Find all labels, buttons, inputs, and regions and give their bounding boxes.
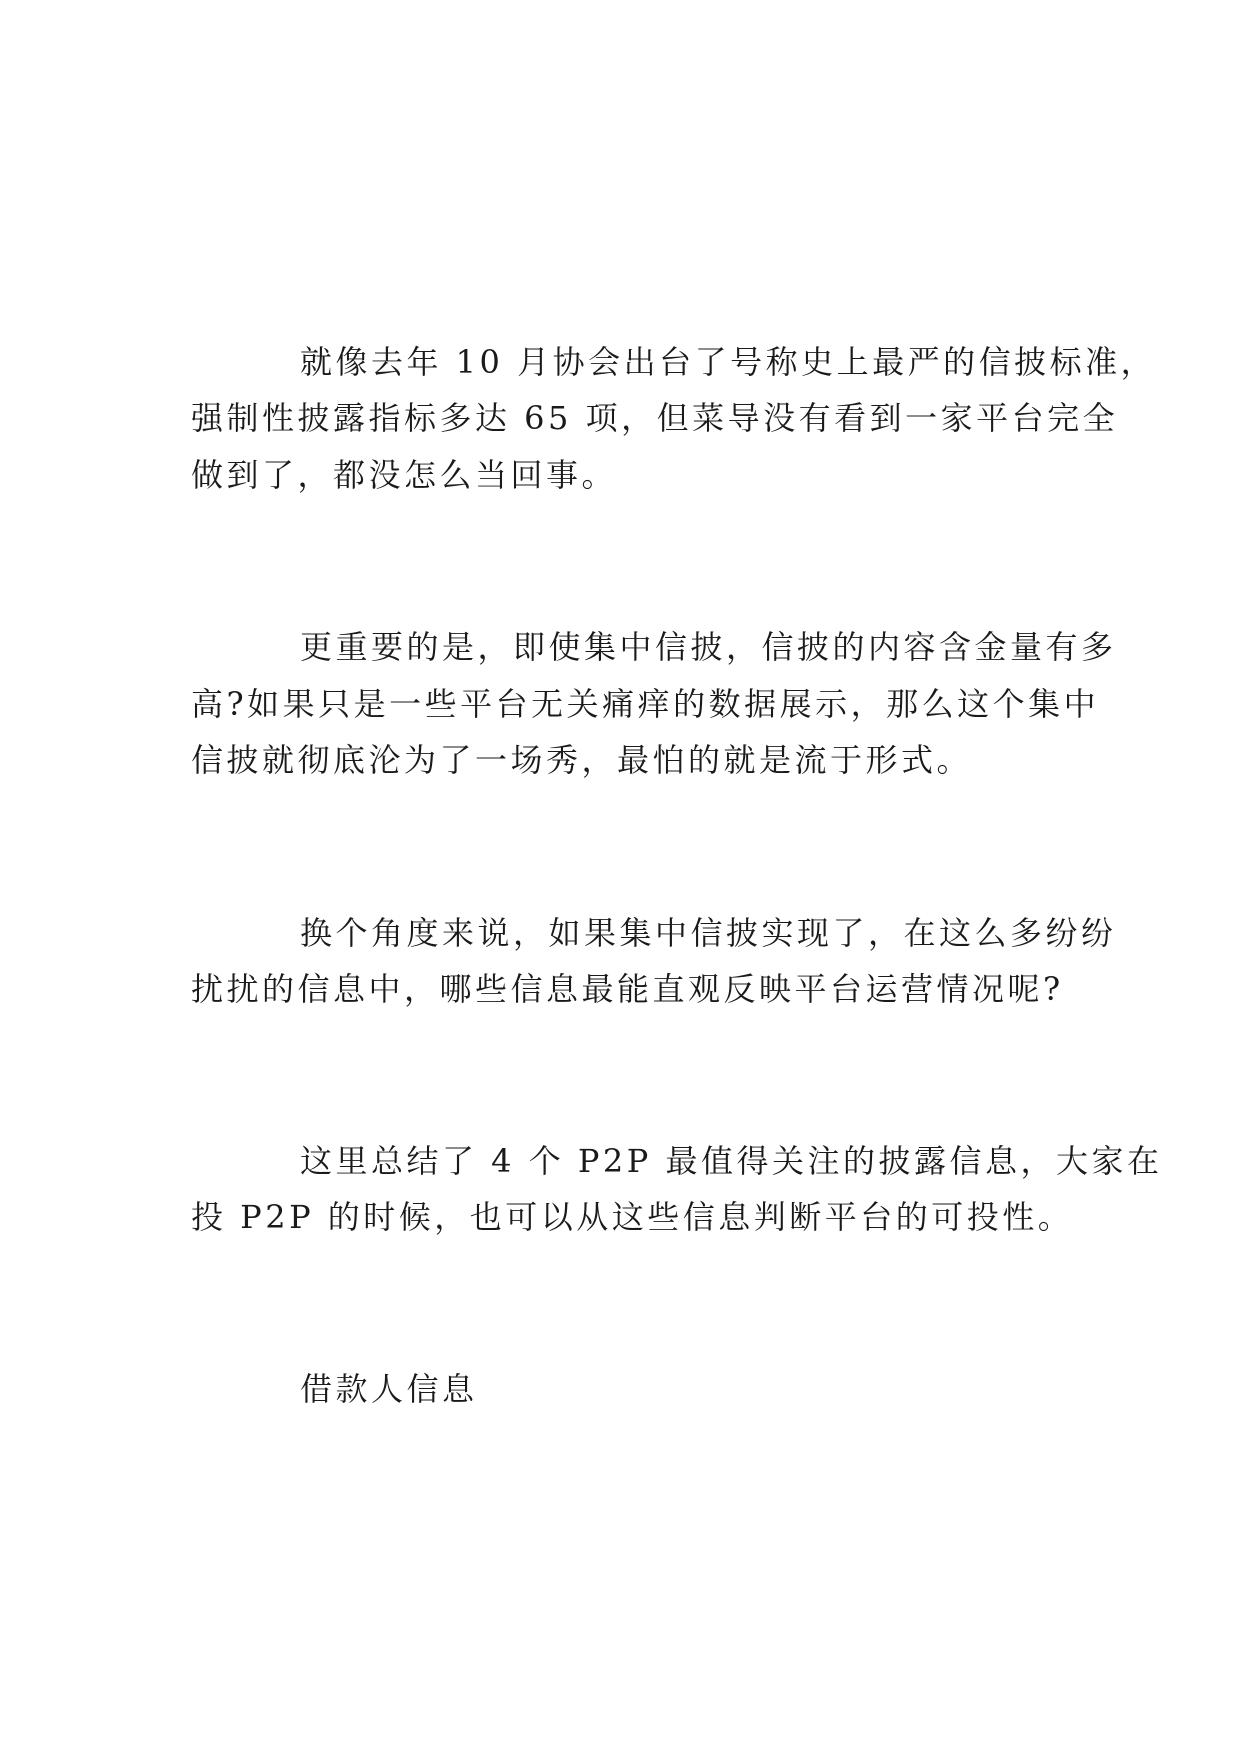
section-heading: 借款人信息 xyxy=(300,1370,478,1408)
paragraph-1-line-1: 就像去年 10 月协会出台了号称史上最严的信披标准， xyxy=(300,343,1157,381)
paragraph-3-line-2: 扰扰的信息中，哪些信息最能直观反映平台运营情况呢? xyxy=(191,970,1064,1008)
paragraph-2-line-2: 高?如果只是一些平台无关痛痒的数据展示，那么这个集中 xyxy=(191,685,1100,723)
paragraph-1-line-2: 强制性披露指标多达 65 项，但菜导没有看到一家平台完全 xyxy=(191,399,1119,437)
paragraph-4-line-1: 这里总结了 4 个 P2P 最值得关注的披露信息，大家在 xyxy=(300,1142,1163,1180)
paragraph-2-line-1: 更重要的是，即使集中信披，信披的内容含金量有多 xyxy=(300,628,1117,666)
paragraph-2-line-3: 信披就彻底沦为了一场秀，最怕的就是流于形式。 xyxy=(191,741,973,779)
paragraph-1-line-3: 做到了，都没怎么当回事。 xyxy=(191,456,618,494)
paragraph-3-line-1: 换个角度来说，如果集中信披实现了，在这么多纷纷 xyxy=(300,914,1117,952)
paragraph-4-line-2: 投 P2P 的时候，也可以从这些信息判断平台的可投性。 xyxy=(191,1198,1074,1236)
